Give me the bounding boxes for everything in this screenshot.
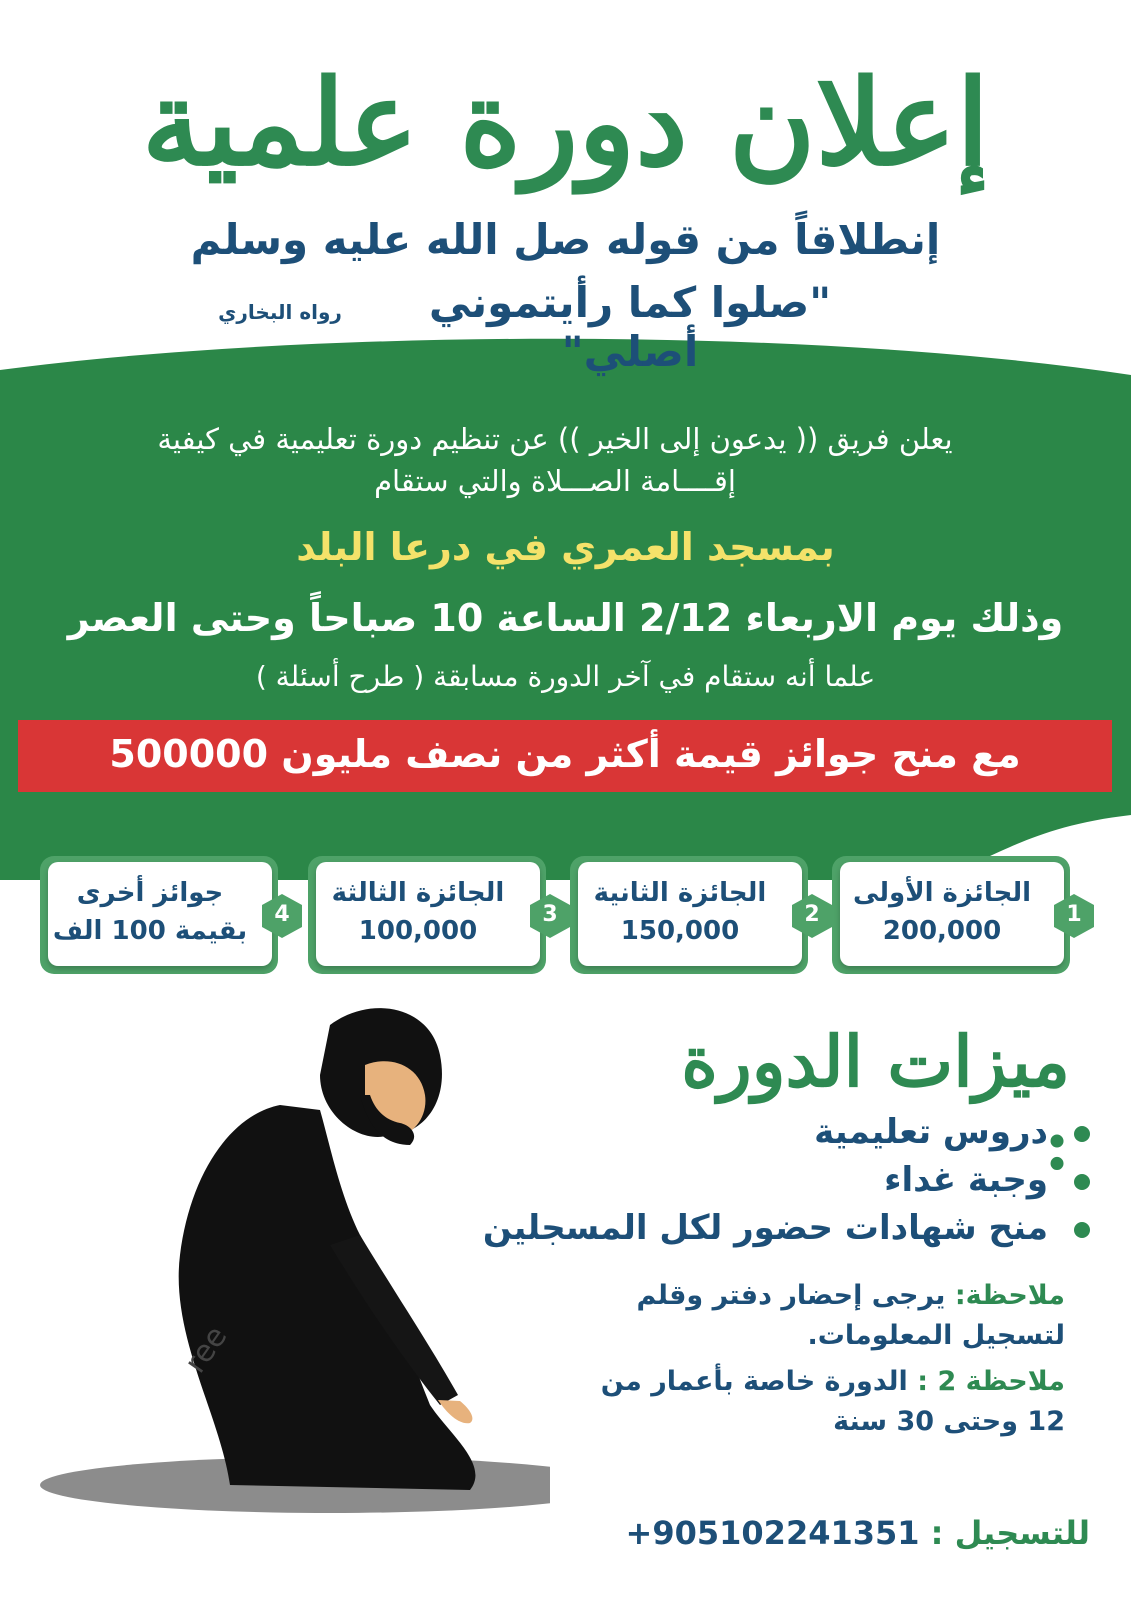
- competition-note: علما أنه ستقام في آخر الدورة مسابقة ( طرح أسئلة ): [255, 660, 876, 693]
- features-title: ميزات الدورة :: [681, 1020, 1070, 1186]
- feature-text: دروس تعليمية: [814, 1112, 1048, 1152]
- announcement-line-2: إقــــامة الصـــلاة والتي ستقام: [374, 464, 736, 498]
- feature-item: [440, 1208, 1090, 1248]
- watermark-text: ree: [177, 1319, 235, 1380]
- prize-amount: 100,000: [358, 916, 478, 946]
- registration-label: للتسجيل :: [930, 1514, 1090, 1552]
- prize-number: 2: [804, 902, 820, 927]
- prize-amount: 150,000: [620, 916, 740, 946]
- bullet-icon: [1074, 1222, 1090, 1238]
- note-label: ملاحظة 2 :: [917, 1366, 1065, 1397]
- prize-number: 4: [274, 902, 290, 927]
- intro-text: إنطلاقاً من قوله صل الله عليه وسلم: [190, 215, 941, 264]
- feature-text: وجبة غداء: [884, 1160, 1048, 1200]
- bullet-icon: [1074, 1174, 1090, 1190]
- prize-label: الجائزة الثالثة: [331, 878, 505, 908]
- prize-amount: 200,000: [882, 916, 1002, 946]
- hadith-narrator: رواه البخاري: [218, 300, 342, 324]
- announcement-line-1: يعلن فريق (( يدعون إلى الخير )) عن تنظيم دورة تعليمية في كيفية: [157, 422, 953, 456]
- prize-card-4: [40, 856, 290, 976]
- bullet-icon: [1074, 1126, 1090, 1142]
- page-title: إعلان دورة علمية: [141, 53, 990, 192]
- prize-number: 3: [542, 902, 558, 927]
- prize-card-3: [308, 856, 558, 976]
- feature-item: [440, 1160, 1090, 1200]
- prize-card-2: [570, 856, 820, 976]
- hadith-quote: "صلوا كما رأيتموني أصلي": [428, 278, 832, 376]
- note-label: ملاحظة:: [954, 1280, 1065, 1311]
- prize-number: 1: [1066, 902, 1082, 927]
- prize-card-1: [832, 856, 1082, 976]
- note-text: 12 وحتى 30 سنة: [833, 1406, 1065, 1437]
- note-1: [600, 1276, 1065, 1356]
- prize-banner-text: مع منح جوائز قيمة أكثر من نصف مليون 500000: [109, 732, 1021, 776]
- note-2: [600, 1362, 1065, 1442]
- prize-label: الجائزة الأولى: [852, 878, 1031, 908]
- praying-man-illustration: [30, 995, 550, 1535]
- schedule-text: وذلك يوم الاربعاء 2/12 الساعة 10 صباحاً وحتى العصر: [67, 596, 1064, 640]
- location-text: بمسجد العمري في درعا البلد: [296, 525, 835, 569]
- prize-label: الجائزة الثانية: [593, 878, 767, 908]
- registration: [620, 1514, 1090, 1552]
- prize-label: جوائز أخرى: [76, 878, 224, 908]
- feature-item: [440, 1112, 1090, 1152]
- note-text: لتسجيل المعلومات.: [807, 1320, 1065, 1351]
- feature-text: منح شهادات حضور لكل المسجلين: [482, 1208, 1048, 1248]
- note-text: يرجى إحضار دفتر وقلم: [636, 1280, 946, 1311]
- phone-number[interactable]: +905102241351: [625, 1514, 920, 1552]
- prize-amount: بقيمة 100 الف: [52, 916, 248, 946]
- announcement-text: [75, 418, 1035, 502]
- note-text: الدورة خاصة بأعمار من: [600, 1366, 908, 1397]
